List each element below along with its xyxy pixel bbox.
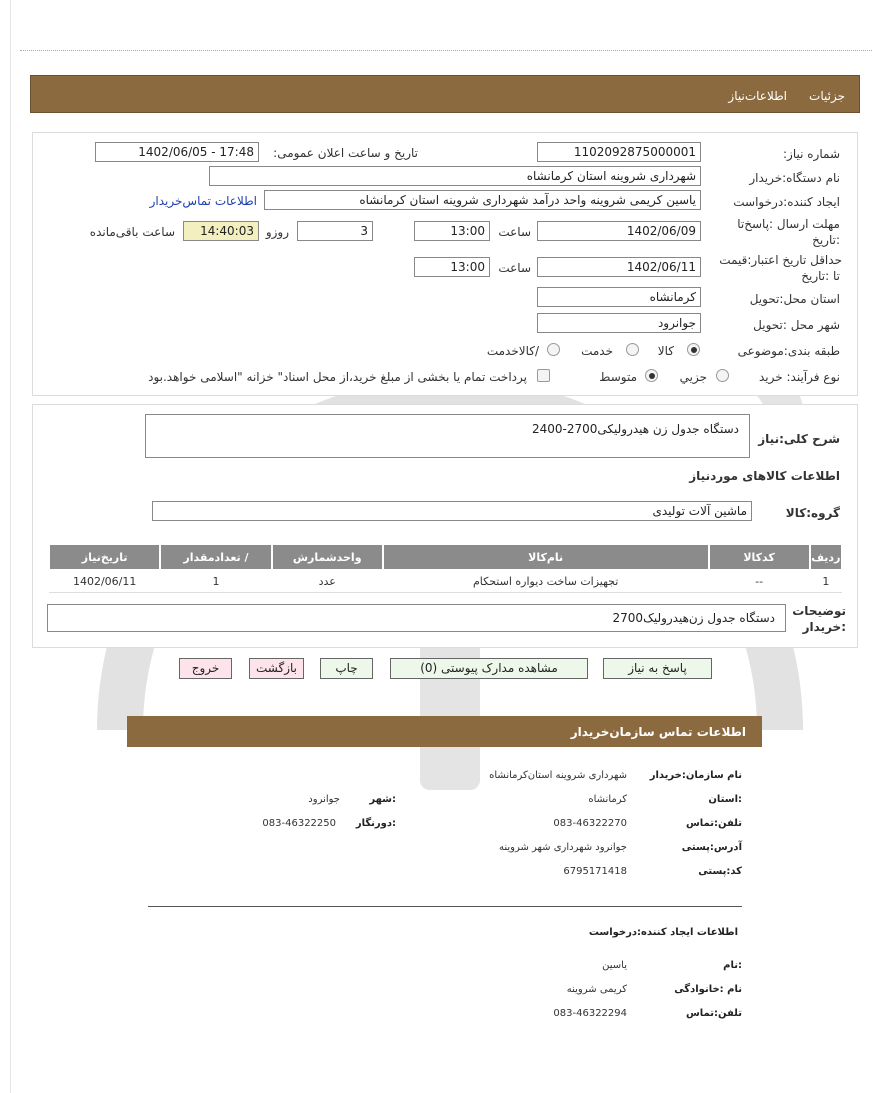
days-field: 3 (297, 221, 373, 241)
deadline-label-2: :تاریخ (812, 233, 840, 247)
creator-section-title: اطلاعات ایجاد کننده:درخواست (588, 927, 738, 938)
tab-need-info[interactable]: اطلاعات‌نیاز (728, 89, 787, 103)
remaining-label: ساعت باقی‌مانده (89, 225, 175, 239)
table-header-row (49, 544, 842, 570)
city-contact-label: :شهر (369, 794, 396, 805)
deadline-date-field: 1402/06/09 (537, 221, 701, 241)
phone-value: 083-46322270 (553, 818, 627, 829)
province-field: کرمانشاه (537, 287, 701, 307)
phone-label: تلفن:تماس (685, 818, 742, 829)
cell-row: 1 (810, 570, 842, 592)
summary-field: دستگاه جدول زن هیدرولیکی2700-2400 (145, 414, 750, 458)
cell-unit: عدد (272, 570, 383, 592)
col-name: نام‌کالا (383, 544, 709, 570)
goods-info-title: اطلاعات کالاهای موردنیاز (689, 469, 840, 483)
category-radio-goods-service[interactable] (547, 343, 560, 356)
creator-phone-value: 083-46322294 (553, 1008, 627, 1019)
section-header (30, 75, 860, 113)
countdown-field: 14:40:03 (183, 221, 259, 241)
view-attachments-button[interactable]: مشاهده مدارک پیوستی (0) (390, 658, 588, 679)
days-label: روزو (265, 225, 289, 239)
summary-label: شرح کلی:نیاز (758, 432, 840, 446)
validity-date-field: 1402/06/11 (537, 257, 701, 277)
postal-code-value: 6795171418 (563, 866, 627, 877)
cell-code: -- (709, 570, 810, 592)
postal-code-label: کد:پستی (698, 866, 742, 877)
buyer-notes-field: دستگاه جدول زن‌هیدرولیک2700 (47, 604, 786, 632)
group-field: ماشین آلات تولیدی (152, 501, 752, 521)
category-option-goods-service: /کالاخدمت (486, 344, 539, 358)
city-label: شهر محل :تحویل (753, 318, 840, 332)
top-divider (20, 50, 872, 51)
validity-time-field: 13:00 (414, 257, 490, 277)
treasury-payment-label: پرداخت تمام یا بخشی از مبلغ خرید،از محل اسناد" خزانه "اسلامی خواهد.بود (148, 370, 527, 384)
category-label: طبقه بندی:موضوعی (737, 344, 840, 358)
need-number-label: شماره نیاز: (783, 147, 840, 161)
fax-label: :دورنگار (355, 818, 396, 829)
reply-button[interactable]: پاسخ به نیاز (603, 658, 712, 679)
back-button[interactable]: بازگشت (249, 658, 304, 679)
buyer-notes-label: توضیحات (792, 604, 846, 618)
creator-phone-label: تلفن:تماس (685, 1008, 742, 1019)
process-radio-minor[interactable] (716, 369, 729, 382)
city-field: جوانرود (537, 313, 701, 333)
exit-button[interactable]: خروج (179, 658, 232, 679)
cell-name: تجهیزات ساخت دیواره استحکام (383, 570, 709, 592)
col-code: کدکالا (709, 544, 810, 570)
process-radio-medium[interactable] (645, 369, 658, 382)
contact-section-header (127, 716, 762, 747)
creator-name-value: یاسین (602, 960, 627, 971)
org-value: شهرداری شروینه استان‌کرمانشاه (489, 770, 627, 781)
city-contact-value: جوانرود (308, 794, 340, 805)
category-option-goods: کالا (657, 344, 674, 358)
org-label: نام سازمان:خریدار (649, 770, 742, 781)
requester-label: ایجاد کننده:درخواست (733, 195, 840, 209)
creator-family-value: کریمی شروینه (566, 984, 627, 995)
buyer-notes-label-2: :خریدار (802, 620, 846, 634)
col-quantity: / تعدادمقدار (160, 544, 271, 570)
buyer-org-field: شهرداری شروینه استان کرمانشاه (209, 166, 701, 186)
col-row: ردیف (810, 544, 842, 570)
requester-field: یاسین کریمی شروینه واحد درآمد شهرداری شروینه استان کرمانشاه (264, 190, 701, 210)
buyer-contact-link[interactable]: اطلاعات تماس‌خریدار (149, 194, 257, 208)
creator-family-label: نام :خانوادگی (674, 984, 742, 995)
validity-time-label: ساعت (498, 261, 531, 275)
province-contact-label: :استان (708, 794, 742, 805)
process-option-medium: متوسط (599, 370, 637, 384)
province-label: استان محل:تحویل (749, 292, 840, 306)
section-divider (148, 906, 742, 907)
print-button[interactable]: چاپ (320, 658, 373, 679)
treasury-payment-checkbox[interactable] (537, 369, 550, 382)
province-contact-value: کرمانشاه (588, 794, 627, 805)
deadline-label: مهلت ارسال :پاسخ‌تا (737, 217, 840, 231)
announce-label: تاریخ و ساعت اعلان عمومی: (273, 146, 418, 160)
tab-details[interactable]: جزئیات (809, 89, 845, 103)
deadline-time-field: 13:00 (414, 221, 490, 241)
group-label: گروه:کالا (785, 506, 840, 520)
category-radio-service[interactable] (626, 343, 639, 356)
fax-value: 083-46322250 (262, 818, 336, 829)
cell-need-date: 1402/06/11 (49, 570, 160, 592)
table-row (49, 570, 842, 592)
process-label: نوع فرآیند: خرید (759, 370, 840, 384)
category-option-service: خدمت (581, 344, 613, 358)
goods-table (48, 543, 843, 593)
validity-label: حداقل تاریخ اعتبار:قیمت (719, 253, 842, 267)
creator-name-label: :نام (723, 960, 742, 971)
process-option-minor: جزیي (679, 370, 707, 384)
validity-label-2: تا :تاریخ (801, 269, 840, 283)
deadline-time-label: ساعت (498, 225, 531, 239)
contact-section-title: اطلاعات تماس سازمان‌خریدار (570, 725, 746, 739)
address-value: جوانرود شهرداری شهر شروینه (498, 842, 627, 853)
col-need-date: تاریخ‌نیاز (49, 544, 160, 570)
col-unit: واحدشمارش (272, 544, 383, 570)
cell-quantity: 1 (160, 570, 271, 592)
need-number-field: 1102092875000001 (537, 142, 701, 162)
category-radio-goods[interactable] (687, 343, 700, 356)
address-label: آدرس:پستی (681, 842, 742, 853)
left-border-line (10, 0, 11, 1093)
announce-datetime-field: 1402/06/05 - 17:48 (95, 142, 259, 162)
buyer-label: نام دستگاه:خریدار (749, 171, 840, 185)
